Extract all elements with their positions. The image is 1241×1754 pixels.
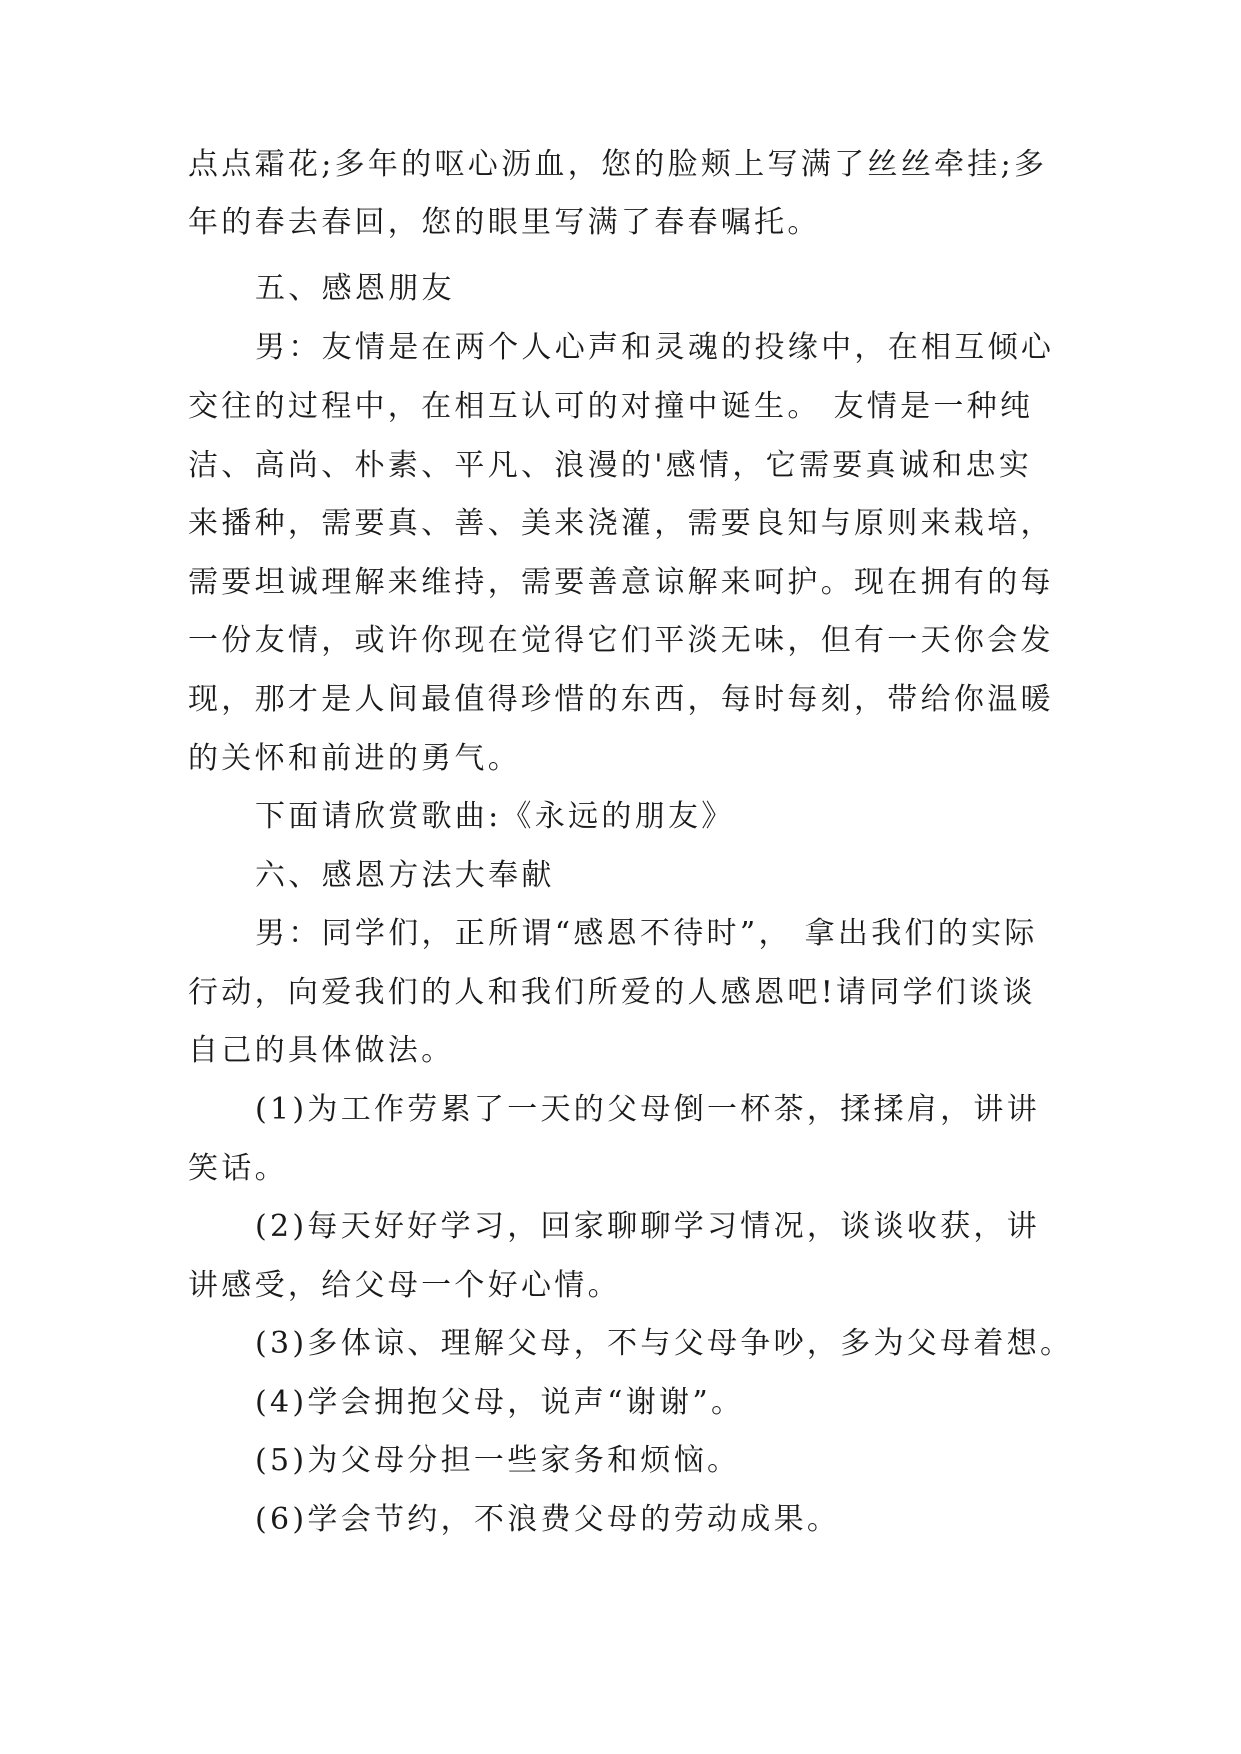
section-heading: 五、感恩朋友 [255, 271, 455, 306]
text-line: 讲感受，给父母一个好心情。 [188, 1268, 621, 1303]
text-line: 点点霜花;多年的呕心沥血，您的脸颊上写满了丝丝牵挂;多 [188, 147, 1048, 182]
section-heading: 六、感恩方法大奉献 [255, 858, 555, 893]
text-line: 洁、高尚、朴素、平凡、浪漫的'感情，它需要真诚和忠实 [188, 448, 1033, 483]
text-line: 男：友情是在两个人心声和灵魂的投缘中，在相互倾心 [255, 330, 1055, 365]
text-line: 下面请欣赏歌曲:《永远的朋友》 [255, 799, 735, 834]
text-line: (5)为父母分担一些家务和烦恼。 [255, 1443, 741, 1478]
text-line: 的关怀和前进的勇气。 [188, 741, 521, 776]
text-line: (4)学会拥抱父母，说声“谢谢”。 [255, 1385, 745, 1420]
text-line: 自己的具体做法。 [188, 1033, 455, 1068]
text-line: 交往的过程中，在相互认可的对撞中诞生。 友情是一种纯 [188, 389, 1034, 424]
text-line: 男：同学们，正所谓“感恩不待时”， 拿出我们的实际 [255, 916, 1038, 951]
text-line: 来播种，需要真、善、美来浇灌，需要良知与原则来栽培， [188, 506, 1054, 541]
text-line: (6)学会节约，不浪费父母的劳动成果。 [255, 1502, 841, 1537]
text-line: 现，那才是人间最值得珍惜的东西，每时每刻，带给你温暖 [188, 682, 1054, 717]
text-line: 一份友情，或许你现在觉得它们平淡无味，但有一天你会发 [188, 623, 1054, 658]
text-line: (2)每天好好学习，回家聊聊学习情况，谈谈收获，讲 [255, 1209, 1040, 1244]
text-line: (3)多体谅、理解父母，不与父母争吵，多为父母着想。 [255, 1326, 1074, 1361]
text-line: (1)为工作劳累了一天的父母倒一杯茶，揉揉肩，讲讲 [255, 1092, 1040, 1127]
text-line: 笑话。 [188, 1151, 288, 1186]
text-line: 年的春去春回，您的眼里写满了春春嘱托。 [188, 205, 821, 240]
text-line: 行动，向爱我们的人和我们所爱的人感恩吧!请同学们谈谈 [188, 975, 1036, 1010]
text-line: 需要坦诚理解来维持，需要善意谅解来呵护。现在拥有的每 [188, 565, 1054, 600]
